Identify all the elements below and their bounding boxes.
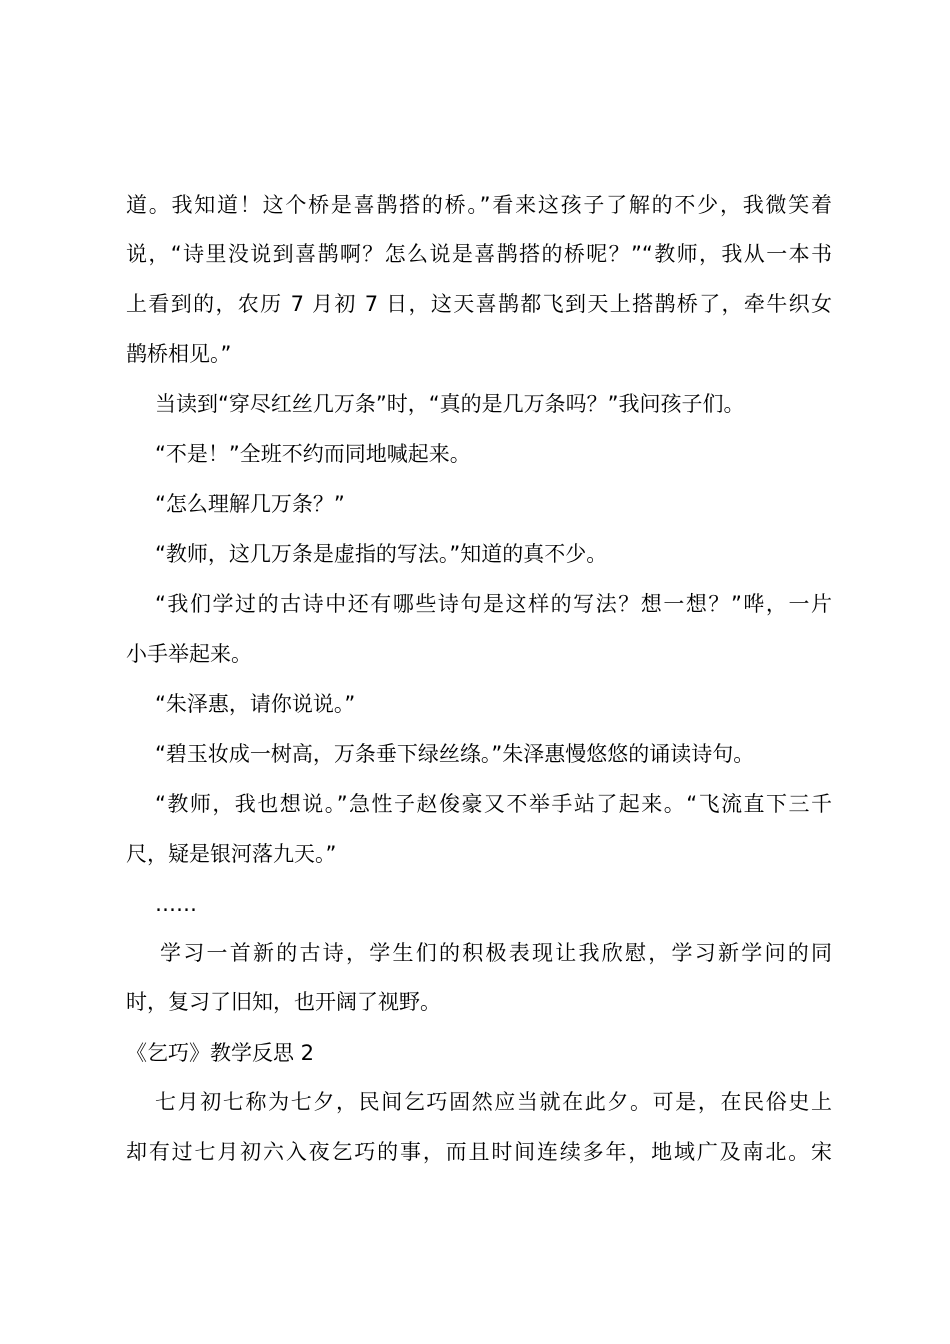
text-line: 尺，疑是银河落九天。” bbox=[126, 842, 337, 866]
paragraph-line: “教师，我也想说。”急性子赵俊豪又不举手站了起来。“飞流直下三千 bbox=[155, 792, 832, 816]
section-heading: 《乞巧》教学反思 2 bbox=[126, 1041, 315, 1065]
text-line: 却有过七月初六入夜乞巧的事，而且时间连续多年，地域广及南北。宋 bbox=[126, 1140, 832, 1164]
paragraph-line: 学习一首新的古诗，学生们的积极表现让我欣慰，学习新学问的同 bbox=[160, 941, 832, 965]
paragraph-line: “怎么理解几万条？” bbox=[155, 492, 345, 516]
paragraph-line: “教师，这几万条是虚指的写法。”知道的真不少。 bbox=[155, 542, 608, 566]
text-line: 时，复习了旧知，也开阔了视野。 bbox=[126, 990, 441, 1014]
text-line: 说，“诗里没说到喜鹊啊？怎么说是喜鹊搭的桥呢？”“教师，我从一本书 bbox=[126, 242, 832, 266]
ellipsis-line: …… bbox=[155, 892, 197, 916]
text-line: 上看到的，农历 7 月初 7 日，这天喜鹊都飞到天上搭鹊桥了，牵牛织女 bbox=[126, 292, 832, 316]
paragraph-line: “碧玉妆成一树高，万条垂下绿丝绦。”朱泽惠慢悠悠的诵读诗句。 bbox=[155, 742, 755, 766]
text-line: 鹊桥相见。” bbox=[126, 342, 232, 366]
paragraph-line: 当读到“穿尽红丝几万条”时，“真的是几万条吗？”我问孩子们。 bbox=[155, 392, 745, 416]
paragraph-line: 七月初七称为七夕，民间乞巧固然应当就在此夕。可是，在民俗史上 bbox=[155, 1090, 832, 1114]
text-line: 小手举起来。 bbox=[126, 642, 252, 666]
paragraph-line: “我们学过的古诗中还有哪些诗句是这样的写法？想一想？”哗，一片 bbox=[155, 592, 832, 616]
text-line: 道。我知道！这个桥是喜鹊搭的桥。”看来这孩子了解的不少，我微笑着 bbox=[126, 193, 832, 217]
paragraph-line: “朱泽惠，请你说说。” bbox=[155, 692, 356, 716]
paragraph-line: “不是！”全班不约而同地喊起来。 bbox=[155, 442, 471, 466]
